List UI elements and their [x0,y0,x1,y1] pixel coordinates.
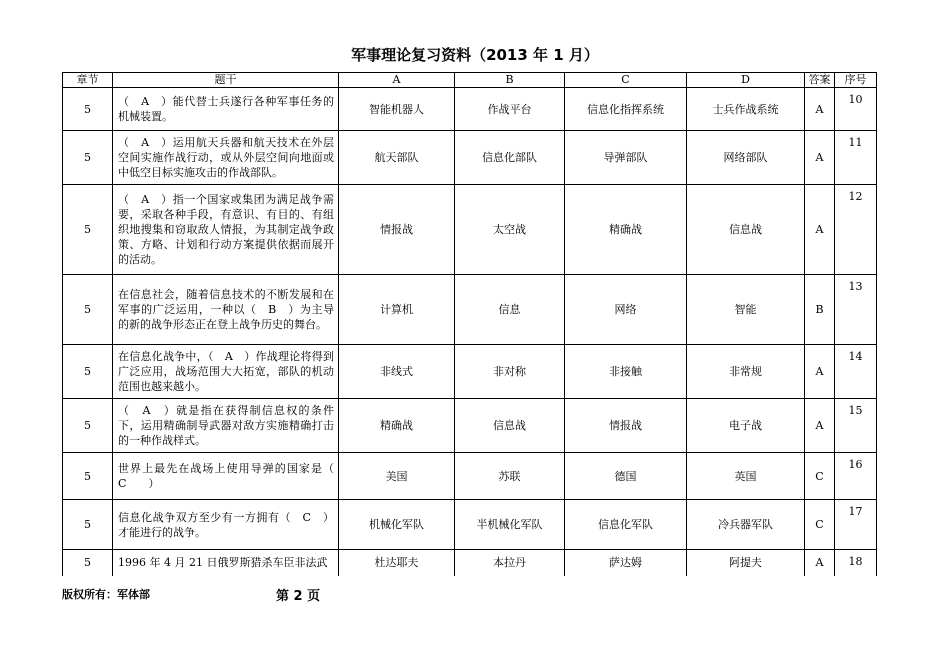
cell-stem: 世界上最先在战场上使用导弹的国家是（ C ） [113,453,339,500]
cell-option-b: 非对称 [455,345,565,399]
cell-number: 10 [835,88,877,131]
cell-answer: A [805,399,835,453]
cell-option-d: 网络部队 [687,131,805,185]
cell-option-c: 萨达姆 [565,550,687,576]
cell-option-b: 信息 [455,275,565,345]
cell-option-b: 太空战 [455,185,565,275]
table-row [63,88,877,131]
cell-option-c: 德国 [565,453,687,500]
cell-answer: A [805,185,835,275]
cell-option-c: 精确战 [565,185,687,275]
cell-number: 16 [835,453,877,500]
cell-number: 15 [835,399,877,453]
cell-number: 17 [835,500,877,550]
cell-option-d: 信息战 [687,185,805,275]
cell-option-a: 情报战 [339,185,455,275]
cell-option-b: 信息战 [455,399,565,453]
cell-option-d: 英国 [687,453,805,500]
cell-number: 12 [835,185,877,275]
cell-number: 18 [835,550,877,576]
table-row [63,275,877,345]
cell-chapter: 5 [63,345,113,399]
cell-option-d: 电子战 [687,399,805,453]
table-row [63,453,877,500]
header-number: 序号 [835,73,877,88]
cell-answer: B [805,275,835,345]
cell-chapter: 5 [63,275,113,345]
cell-option-d: 冷兵器军队 [687,500,805,550]
header-answer: 答案 [805,73,835,88]
table-row [63,345,877,399]
cell-answer: A [805,131,835,185]
cell-chapter: 5 [63,185,113,275]
cell-option-c: 信息化指挥系统 [565,88,687,131]
header-chapter: 章节 [63,73,113,88]
cell-option-a: 计算机 [339,275,455,345]
footer-page-number: 第 2 页 [276,589,321,604]
cell-option-b: 苏联 [455,453,565,500]
table-row [63,500,877,550]
cell-option-a: 机械化军队 [339,500,455,550]
cell-answer: A [805,345,835,399]
cell-number: 11 [835,131,877,185]
cell-answer: C [805,453,835,500]
table-row [63,550,877,576]
cell-option-d: 非常规 [687,345,805,399]
footer-copyright: 版权所有：军体部 [62,588,150,601]
table-header-row [63,73,877,88]
cell-option-c: 网络 [565,275,687,345]
header-option-d: D [687,73,805,88]
cell-answer: C [805,500,835,550]
header-option-b: B [455,73,565,88]
cell-option-d: 阿提夫 [687,550,805,576]
question-table [62,72,877,576]
cell-chapter: 5 [63,453,113,500]
cell-option-a: 非线式 [339,345,455,399]
cell-answer: A [805,550,835,576]
cell-stem: （ A ）就是指在获得制信息权的条件下，运用精确制导武器对敌方实施精确打击的一种作战样式。 [113,399,339,453]
header-option-c: C [565,73,687,88]
cell-option-c: 非接触 [565,345,687,399]
cell-stem: 1996 年 4 月 21 日俄罗斯猎杀车臣非法武 [113,550,339,576]
cell-chapter: 5 [63,550,113,576]
cell-option-c: 导弹部队 [565,131,687,185]
cell-option-a: 智能机器人 [339,88,455,131]
cell-option-a: 精确战 [339,399,455,453]
cell-option-c: 情报战 [565,399,687,453]
table-row [63,399,877,453]
cell-stem: （ A ）能代替士兵遂行各种军事任务的机械装置。 [113,88,339,131]
header-stem: 题干 [113,73,339,88]
cell-option-a: 杜达耶夫 [339,550,455,576]
cell-stem: 在信息社会，随着信息技术的不断发展和在军事的广泛运用，一种以（ B ）为主导的新的战争形态正在登上战争历史的舞台。 [113,275,339,345]
cell-number: 14 [835,345,877,399]
cell-stem: （ A ）指一个国家或集团为满足战争需要，采取各种手段，有意识、有目的、有组织地搜集和窃取敌人情报，为其制定战争政策、方略、计划和行动方案提供依据而展开的活动。 [113,185,339,275]
header-option-a: A [339,73,455,88]
cell-option-d: 智能 [687,275,805,345]
cell-option-b: 信息化部队 [455,131,565,185]
cell-answer: A [805,88,835,131]
table-row [63,185,877,275]
cell-stem: 信息化战争双方至少有一方拥有（ C ）才能进行的战争。 [113,500,339,550]
cell-number: 13 [835,275,877,345]
cell-option-c: 信息化军队 [565,500,687,550]
cell-option-a: 美国 [339,453,455,500]
cell-stem: （ A ）运用航天兵器和航天技术在外层空间实施作战行动，或从外层空间向地面或中低空目标实施攻击的作战部队。 [113,131,339,185]
cell-option-b: 作战平台 [455,88,565,131]
cell-option-d: 士兵作战系统 [687,88,805,131]
cell-chapter: 5 [63,131,113,185]
cell-option-b: 本拉丹 [455,550,565,576]
cell-stem: 在信息化战争中，（ A ）作战理论将得到广泛应用，战场范围大大拓宽，部队的机动范围也越来越小。 [113,345,339,399]
cell-chapter: 5 [63,500,113,550]
cell-chapter: 5 [63,88,113,131]
document-title: 军事理论复习资料（2013 年 1 月） [351,46,599,64]
cell-option-b: 半机械化军队 [455,500,565,550]
cell-option-a: 航天部队 [339,131,455,185]
table-row [63,131,877,185]
cell-chapter: 5 [63,399,113,453]
